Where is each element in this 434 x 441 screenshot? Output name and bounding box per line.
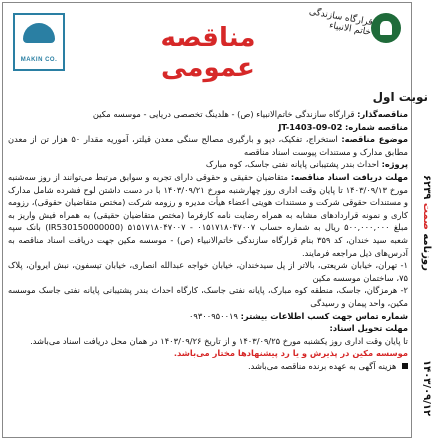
- newspaper-name: صمت: [421, 202, 432, 230]
- tender-number-value: JT-1403-09-02: [278, 121, 343, 132]
- address-1: ۱- تهران، خیابان شریعتی، بالاتر از پل سیدخندان، خیابان خواجه عبدالله انصاری، خیابان تیسفون، نبش ایروان، پلاک ۷۵، ساختمان موسسه مکین: [8, 260, 408, 283]
- page-title: مناقصه عمومی: [160, 23, 256, 83]
- org-logo-text: قرارگاه سازندگی خاتم الانبیاء: [308, 7, 374, 38]
- project-line: [8, 158, 408, 171]
- issue-number: ۶۲۳۹: [421, 175, 432, 200]
- docs-deadline-label: مهلت دریافت اسناد مناقصه:: [290, 171, 408, 182]
- makin-logo-icon: [13, 13, 65, 71]
- contact-value: ۰۹۳۰۰۹۵۰۰۱۹: [188, 310, 238, 321]
- docs-deadline-value: متقاضیان حقیقی و حقوقی دارای تجربه و سوابق مرتبط می‌توانند از روز سه‌شنبه مورخ ۱۴۰۳/۰۹/۱۳ تا پایان وقت اداری روز چهارشنبه مورخ ۱۴۰۳/۰۹/۲۱ با در دست داشتن لوح فشرده شامل مدارک و مستندات حقوقی شرکت و مستندات هویتی اعضاء هیأت مدیره و رزومه شرکت (مختص متقاضیان حقوقی)، رزومه کاری و نمونه قراردادهای مشابه به همراه رضایت نامه کارفرما (مختص متقاضیان حقیقی) به همراه فیش واریز به مبلغ ۵۰۰,۰۰۰,۰۰۰ ریال به شماره حساب ۰۱۵۱۷۱۸۰۴۷۰۰۷ - ۵۱۵۱۷۱۸۰۴۷۰۰۷ (IR530150000000) بانک سپه شعبه سید خندان، کد ۳۵۹ بنام قرارگاه سازندگی خاتم‌الانبیاء (ص) - موسسه مکین جهت دریافت اسناد مناقصه به آدرس‌های ذیل مراجعه فرمایند.: [8, 171, 409, 258]
- round-label: نوبت اول: [372, 90, 428, 104]
- rights-note: موسسه مکین در پذیرش و یا رد پیشنهادها مختار می‌باشد.: [173, 348, 408, 359]
- ad-fee-note: هزینه آگهی به عهده برنده مناقصه می‌باشد.: [247, 360, 397, 371]
- delivery-line: [8, 322, 408, 335]
- newspaper-label: [421, 175, 432, 271]
- employer-label: مناقصه‌گذار:: [357, 109, 408, 119]
- subject-line: [8, 133, 408, 158]
- newspaper-date: ۱۴۰۳/۰۹/۱۲: [421, 360, 432, 417]
- employer-line: [8, 108, 408, 121]
- notice-header: [3, 3, 411, 91]
- delivery-label: مهلت تحویل اسناد:: [329, 323, 408, 334]
- contact-line: [8, 310, 408, 323]
- square-bullet-icon: [402, 363, 408, 369]
- notice-body: [8, 108, 408, 372]
- project-label: پروژه:: [381, 159, 408, 170]
- project-value: احداث بندر پشتیبانی پایانه نفتی جاسک، کوه مبارک: [205, 159, 379, 170]
- delivery-value: تا پایان وقت اداری روز یکشنبه مورخ ۱۴۰۳/۰۹/۲۵ و از تاریخ ۱۴۰۳/۰۹/۲۶ در همان محل دریافت اسناد می‌باشد.: [30, 335, 408, 346]
- employer-value: قرارگاه سازندگی خاتم‌الانبیاء (ص) - هلدینگ تخصصی دریایی - موسسه مکین: [92, 109, 355, 119]
- tender-number-label: مناقصه شماره:: [345, 121, 408, 132]
- contact-label: شماره تماس جهت کسب اطلاعات بیشتر:: [240, 310, 408, 321]
- docs-deadline-line: [8, 171, 408, 259]
- subject-value: استخراج، تفکیک، دپو و بارگیری مصالح سنگی معدن قیلتر، آموریه مقدار ۵۰ هزار تن از معدن مطابق مدارک و مستندات پیوست اسناد مناقصه: [8, 134, 408, 157]
- ad-fee-line: [8, 360, 408, 373]
- tender-number-line: [8, 121, 408, 134]
- subject-label: موضوع مناقصه:: [341, 134, 408, 145]
- newspaper-word: روزنامه: [421, 233, 432, 271]
- makin-logo-caption: MAKIN CO.: [20, 57, 58, 63]
- khatam-logo-icon: [371, 13, 401, 43]
- address-2: ۲- هرمزگان، جاسک، منطقه کوه مبارک، پایانه نفتی جاسک، کارگاه احداث بندر پشتیبانی پایانه نفتی جاسک موسسه مکین، واحد پیمان و رسیدگی: [8, 285, 408, 308]
